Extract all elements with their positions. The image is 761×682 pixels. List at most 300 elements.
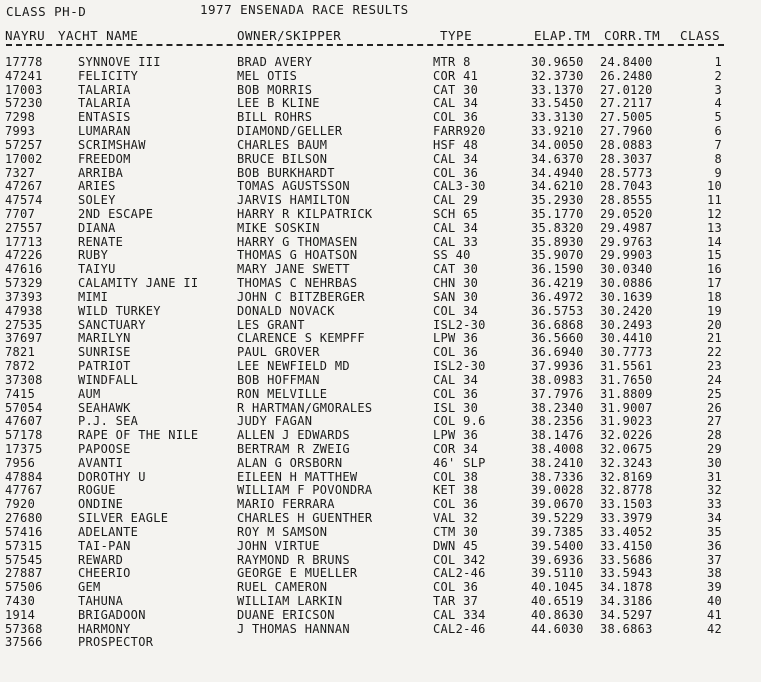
owner-skipper: CHARLES H GUENTHER: [237, 511, 373, 526]
nayru-number: 47616: [5, 262, 43, 277]
boat-type: COR 41: [433, 68, 479, 83]
yacht-name: SANCTUARY: [78, 317, 146, 332]
boat-type: 46' SLP: [433, 455, 486, 470]
yacht-name: MARILYN: [78, 331, 131, 346]
corrected-time: 29.0520: [600, 207, 653, 222]
table-row: [0, 221, 761, 235]
nayru-number: 17713: [5, 234, 43, 249]
corrected-time: 30.7773: [600, 345, 653, 360]
yacht-name: SEAHAWK: [78, 400, 131, 415]
nayru-number: 47267: [5, 179, 43, 194]
class-place: 40: [706, 593, 722, 608]
owner-skipper: DUANE ERICSON: [237, 607, 335, 622]
corrected-time: 27.7960: [600, 124, 653, 139]
table-row: [0, 622, 761, 636]
elapsed-time: 39.5400: [531, 538, 584, 553]
class-place: 8: [714, 151, 722, 166]
elapsed-time: 36.1590: [531, 262, 584, 277]
elapsed-time: 35.2930: [531, 193, 584, 208]
yacht-name: P.J. SEA: [78, 414, 139, 429]
nayru-number: 57545: [5, 552, 43, 567]
yacht-name: SILVER EAGLE: [78, 511, 169, 526]
owner-skipper: JOHN VIRTUE: [237, 538, 320, 553]
table-row: [0, 635, 761, 649]
nayru-number: 17778: [5, 55, 43, 69]
boat-type: COL 36: [433, 165, 479, 180]
boat-type: COR 34: [433, 441, 479, 456]
boat-type: SAN 30: [433, 289, 479, 304]
boat-type: VAL 32: [433, 511, 479, 526]
col-header-elap: ELAP.TM: [534, 28, 591, 43]
boat-type: CAT 30: [433, 262, 479, 277]
elapsed-time: 39.5110: [531, 566, 584, 581]
elapsed-time: 34.6210: [531, 179, 584, 194]
boat-type: COL 36: [433, 497, 479, 512]
owner-skipper: RON MELVILLE: [237, 386, 328, 401]
corrected-time: 34.3186: [600, 593, 653, 608]
table-row: [0, 497, 761, 511]
class-place: 9: [714, 165, 722, 180]
class-place: 31: [706, 469, 722, 484]
corrected-time: 28.8555: [600, 193, 653, 208]
boat-type: CAL2-46: [433, 566, 486, 581]
boat-type: HSF 48: [433, 137, 479, 152]
corrected-time: 29.4987: [600, 220, 653, 235]
elapsed-time: 33.9210: [531, 124, 584, 139]
nayru-number: 1914: [5, 607, 36, 622]
table-row: [0, 69, 761, 83]
elapsed-time: 32.3730: [531, 68, 584, 83]
owner-skipper: BERTRAM R ZWEIG: [237, 441, 350, 456]
yacht-name: RAPE OF THE NILE: [78, 428, 199, 443]
yacht-name: CALAMITY JANE II: [78, 276, 199, 291]
class-place: 39: [706, 580, 722, 595]
class-place: 12: [706, 207, 722, 222]
boat-type: CAL 29: [433, 193, 479, 208]
owner-skipper: JOHN C BITZBERGER: [237, 289, 365, 304]
table-row: [0, 262, 761, 276]
yacht-name: WILD TURKEY: [78, 303, 161, 318]
elapsed-time: 35.8930: [531, 234, 584, 249]
elapsed-time: 40.1045: [531, 580, 584, 595]
class-place: 37: [706, 552, 722, 567]
yacht-name: PATRIOT: [78, 359, 131, 374]
class-place: 16: [706, 262, 722, 277]
table-row: [0, 511, 761, 525]
yacht-name: PAPOOSE: [78, 441, 131, 456]
class-place: 21: [706, 331, 722, 346]
corrected-time: 29.9903: [600, 248, 653, 263]
table-row: [0, 345, 761, 359]
table-row: [0, 442, 761, 456]
table-row: [0, 359, 761, 373]
yacht-name: RENATE: [78, 234, 124, 249]
class-place: 22: [706, 345, 722, 360]
owner-skipper: THOMAS C NEHRBAS: [237, 276, 358, 291]
yacht-name: AVANTI: [78, 455, 124, 470]
owner-skipper: LEE NEWFIELD MD: [237, 359, 350, 374]
owner-skipper: DONALD NOVACK: [237, 303, 335, 318]
table-row: [0, 318, 761, 332]
yacht-name: SCRIMSHAW: [78, 137, 146, 152]
class-place: 30: [706, 455, 722, 470]
table-row: [0, 580, 761, 594]
class-place: 1: [714, 55, 722, 69]
class-place: 13: [706, 220, 722, 235]
yacht-name: MIMI: [78, 289, 109, 304]
corrected-time: 24.8400: [600, 55, 653, 69]
yacht-name: TAI-PAN: [78, 538, 131, 553]
table-row: [0, 539, 761, 553]
corrected-time: 31.9023: [600, 414, 653, 429]
corrected-time: 30.4410: [600, 331, 653, 346]
table-row: [0, 83, 761, 97]
corrected-time: 28.3037: [600, 151, 653, 166]
owner-skipper: GEORGE E MUELLER: [237, 566, 358, 581]
corrected-time: 32.3243: [600, 455, 653, 470]
elapsed-time: 39.6936: [531, 552, 584, 567]
owner-skipper: MEL OTIS: [237, 68, 298, 83]
corrected-time: 30.1639: [600, 289, 653, 304]
elapsed-time: 33.3130: [531, 110, 584, 125]
table-row: [0, 373, 761, 387]
boat-type: DWN 45: [433, 538, 479, 553]
nayru-number: 27535: [5, 317, 43, 332]
elapsed-time: 33.1370: [531, 82, 584, 97]
corrected-time: 38.6863: [600, 621, 653, 636]
owner-skipper: THOMAS G HOATSON: [237, 248, 358, 263]
boat-type: ISL2-30: [433, 359, 486, 374]
corrected-time: 33.4150: [600, 538, 653, 553]
corrected-time: 32.0226: [600, 428, 653, 443]
table-row: [0, 207, 761, 221]
elapsed-time: 36.6940: [531, 345, 584, 360]
table-row: [0, 276, 761, 290]
nayru-number: 17003: [5, 82, 43, 97]
nayru-number: 17002: [5, 151, 43, 166]
class-place: 35: [706, 524, 722, 539]
class-place: 19: [706, 303, 722, 318]
owner-skipper: HARRY G THOMASEN: [237, 234, 358, 249]
elapsed-time: 39.5229: [531, 511, 584, 526]
boat-type: SCH 65: [433, 207, 479, 222]
nayru-number: 7821: [5, 345, 36, 360]
corrected-time: 32.8169: [600, 469, 653, 484]
owner-skipper: TOMAS AGUSTSSON: [237, 179, 350, 194]
corrected-time: 32.8778: [600, 483, 653, 498]
class-place: 11: [706, 193, 722, 208]
class-place: 7: [714, 137, 722, 152]
corrected-time: 31.9007: [600, 400, 653, 415]
corrected-time: 30.0340: [600, 262, 653, 277]
owner-skipper: DIAMOND/GELLER: [237, 124, 343, 139]
col-header-owner: OWNER/SKIPPER: [237, 28, 342, 43]
owner-skipper: BRAD AVERY: [237, 55, 313, 69]
class-place: 32: [706, 483, 722, 498]
boat-type: COL 36: [433, 110, 479, 125]
yacht-name: TAHUNA: [78, 593, 124, 608]
owner-skipper: RAYMOND R BRUNS: [237, 552, 350, 567]
elapsed-time: 38.0983: [531, 372, 584, 387]
table-row: [0, 110, 761, 124]
yacht-name: LUMARAN: [78, 124, 131, 139]
table-row: [0, 608, 761, 622]
elapsed-time: 38.2340: [531, 400, 584, 415]
elapsed-time: 36.5753: [531, 303, 584, 318]
table-row: [0, 331, 761, 345]
elapsed-time: 34.0050: [531, 137, 584, 152]
owner-skipper: WILLIAM LARKIN: [237, 593, 343, 608]
boat-type: CTM 30: [433, 524, 479, 539]
class-place: 14: [706, 234, 722, 249]
elapsed-time: 40.8630: [531, 607, 584, 622]
owner-skipper: WILLIAM F POVONDRA: [237, 483, 373, 498]
yacht-name: ENTASIS: [78, 110, 131, 125]
boat-type: KET 38: [433, 483, 479, 498]
class-label: CLASS PH-D: [6, 4, 87, 19]
owner-skipper: MARY JANE SWETT: [237, 262, 350, 277]
yacht-name: AUM: [78, 386, 101, 401]
owner-skipper: BOB BURKHARDT: [237, 165, 335, 180]
boat-type: CAT 30: [433, 82, 479, 97]
table-row: [0, 179, 761, 193]
corrected-time: 33.5686: [600, 552, 653, 567]
boat-type: CAL2-46: [433, 621, 486, 636]
boat-type: CHN 30: [433, 276, 479, 291]
boat-type: CAL 33: [433, 234, 479, 249]
boat-type: COL 36: [433, 345, 479, 360]
col-header-yacht-name: YACHT NAME: [58, 28, 139, 43]
yacht-name: SUNRISE: [78, 345, 131, 360]
nayru-number: 17375: [5, 441, 43, 456]
nayru-number: 27557: [5, 220, 43, 235]
boat-type: CAL 34: [433, 151, 479, 166]
elapsed-time: 38.2410: [531, 455, 584, 470]
owner-skipper: BOB HOFFMAN: [237, 372, 320, 387]
corrected-time: 34.1878: [600, 580, 653, 595]
class-place: 5: [714, 110, 722, 125]
yacht-name: PROSPECTOR: [78, 635, 154, 650]
class-place: 28: [706, 428, 722, 443]
table-row: [0, 290, 761, 304]
nayru-number: 7298: [5, 110, 36, 125]
owner-skipper: LEE B KLINE: [237, 96, 320, 111]
corrected-time: 30.0886: [600, 276, 653, 291]
elapsed-time: 33.5450: [531, 96, 584, 111]
table-row: [0, 553, 761, 567]
boat-type: COL 36: [433, 580, 479, 595]
class-place: 15: [706, 248, 722, 263]
table-row: [0, 566, 761, 580]
yacht-name: GEM: [78, 580, 101, 595]
corrected-time: 27.2117: [600, 96, 653, 111]
corrected-time: 28.5773: [600, 165, 653, 180]
owner-skipper: CLARENCE S KEMPFF: [237, 331, 365, 346]
corrected-time: 33.1503: [600, 497, 653, 512]
elapsed-time: 36.4219: [531, 276, 584, 291]
boat-type: LPW 36: [433, 331, 479, 346]
yacht-name: DOROTHY U: [78, 469, 146, 484]
table-row: [0, 55, 761, 69]
class-place: 24: [706, 372, 722, 387]
nayru-number: 7415: [5, 386, 36, 401]
elapsed-time: 30.9650: [531, 55, 584, 69]
corrected-time: 32.0675: [600, 441, 653, 456]
nayru-number: 7327: [5, 165, 36, 180]
table-row: [0, 166, 761, 180]
elapsed-time: 40.6519: [531, 593, 584, 608]
boat-type: CAL 34: [433, 372, 479, 387]
boat-type: CAL 34: [433, 220, 479, 235]
boat-type: SS 40: [433, 248, 471, 263]
corrected-time: 31.5561: [600, 359, 653, 374]
elapsed-time: 36.6868: [531, 317, 584, 332]
elapsed-time: 38.2356: [531, 414, 584, 429]
elapsed-time: 34.6370: [531, 151, 584, 166]
yacht-name: TALARIA: [78, 96, 131, 111]
corrected-time: 31.8809: [600, 386, 653, 401]
yacht-name: ARRIBA: [78, 165, 124, 180]
col-header-corr: CORR.TM: [604, 28, 661, 43]
table-row: [0, 594, 761, 608]
owner-skipper: ALAN G ORSBORN: [237, 455, 343, 470]
owner-skipper: MIKE SOSKIN: [237, 220, 320, 235]
nayru-number: 37393: [5, 289, 43, 304]
class-place: 10: [706, 179, 722, 194]
elapsed-time: 36.5660: [531, 331, 584, 346]
nayru-number: 27887: [5, 566, 43, 581]
class-place: 29: [706, 441, 722, 456]
owner-skipper: JUDY FAGAN: [237, 414, 313, 429]
yacht-name: DIANA: [78, 220, 116, 235]
owner-skipper: JARVIS HAMILTON: [237, 193, 350, 208]
class-place: 3: [714, 82, 722, 97]
corrected-time: 33.4052: [600, 524, 653, 539]
owner-skipper: EILEEN H MATTHEW: [237, 469, 358, 484]
yacht-name: ONDINE: [78, 497, 124, 512]
nayru-number: 47226: [5, 248, 43, 263]
elapsed-time: 36.4972: [531, 289, 584, 304]
class-place: 27: [706, 414, 722, 429]
yacht-name: SOLEY: [78, 193, 116, 208]
elapsed-time: 34.4940: [531, 165, 584, 180]
elapsed-time: 35.1770: [531, 207, 584, 222]
class-place: 38: [706, 566, 722, 581]
corrected-time: 26.2480: [600, 68, 653, 83]
nayru-number: 37308: [5, 372, 43, 387]
table-row: [0, 428, 761, 442]
owner-skipper: R HARTMAN/GMORALES: [237, 400, 373, 415]
corrected-time: 27.0120: [600, 82, 653, 97]
owner-skipper: ALLEN J EDWARDS: [237, 428, 350, 443]
nayru-number: 7430: [5, 593, 36, 608]
corrected-time: 28.7043: [600, 179, 653, 194]
corrected-time: 27.5005: [600, 110, 653, 125]
nayru-number: 57054: [5, 400, 43, 415]
nayru-number: 7956: [5, 455, 36, 470]
table-row: [0, 193, 761, 207]
corrected-time: 29.9763: [600, 234, 653, 249]
owner-skipper: MARIO FERRARA: [237, 497, 335, 512]
class-place: 41: [706, 607, 722, 622]
yacht-name: SYNNOVE III: [78, 55, 161, 69]
yacht-name: ADELANTE: [78, 524, 139, 539]
nayru-number: 7920: [5, 497, 36, 512]
boat-type: ISL2-30: [433, 317, 486, 332]
table-row: [0, 124, 761, 138]
corrected-time: 34.5297: [600, 607, 653, 622]
corrected-time: 30.2420: [600, 303, 653, 318]
nayru-number: 47767: [5, 483, 43, 498]
table-row: [0, 96, 761, 110]
header-divider: [6, 44, 724, 46]
corrected-time: 33.3979: [600, 511, 653, 526]
boat-type: FARR920: [433, 124, 486, 139]
class-place: 18: [706, 289, 722, 304]
yacht-name: HARMONY: [78, 621, 131, 636]
boat-type: CAL 34: [433, 96, 479, 111]
owner-skipper: BOB MORRIS: [237, 82, 313, 97]
boat-type: COL 34: [433, 303, 479, 318]
table-row: [0, 470, 761, 484]
corrected-time: 31.7650: [600, 372, 653, 387]
yacht-name: TAIYU: [78, 262, 116, 277]
boat-type: CAL 334: [433, 607, 486, 622]
nayru-number: 7707: [5, 207, 36, 222]
owner-skipper: PAUL GROVER: [237, 345, 320, 360]
yacht-name: ARIES: [78, 179, 116, 194]
class-place: 34: [706, 511, 722, 526]
table-row: [0, 525, 761, 539]
nayru-number: 7993: [5, 124, 36, 139]
yacht-name: WINDFALL: [78, 372, 139, 387]
col-header-nayru: NAYRU: [5, 28, 46, 43]
nayru-number: 57230: [5, 96, 43, 111]
corrected-time: 30.2493: [600, 317, 653, 332]
nayru-number: 37697: [5, 331, 43, 346]
nayru-number: 47884: [5, 469, 43, 484]
col-header-class: CLASS: [680, 28, 721, 43]
nayru-number: 57416: [5, 524, 43, 539]
table-row: [0, 401, 761, 415]
boat-type: CAL3-30: [433, 179, 486, 194]
yacht-name: FELICITY: [78, 68, 139, 83]
boat-type: COL 36: [433, 386, 479, 401]
class-place: 42: [706, 621, 722, 636]
table-row: [0, 152, 761, 166]
table-row: [0, 414, 761, 428]
elapsed-time: 39.0028: [531, 483, 584, 498]
nayru-number: 47607: [5, 414, 43, 429]
boat-type: COL 38: [433, 469, 479, 484]
table-row: [0, 456, 761, 470]
nayru-number: 27680: [5, 511, 43, 526]
boat-type: TAR 37: [433, 593, 479, 608]
boat-type: COL 342: [433, 552, 486, 567]
class-place: 4: [714, 96, 722, 111]
nayru-number: 37566: [5, 635, 43, 650]
table-row: [0, 248, 761, 262]
elapsed-time: 39.7385: [531, 524, 584, 539]
elapsed-time: 37.9936: [531, 359, 584, 374]
boat-type: MTR 8: [433, 55, 471, 69]
class-place: 23: [706, 359, 722, 374]
yacht-name: REWARD: [78, 552, 124, 567]
elapsed-time: 38.7336: [531, 469, 584, 484]
yacht-name: BRIGADOON: [78, 607, 146, 622]
table-row: [0, 387, 761, 401]
yacht-name: FREEDOM: [78, 151, 131, 166]
